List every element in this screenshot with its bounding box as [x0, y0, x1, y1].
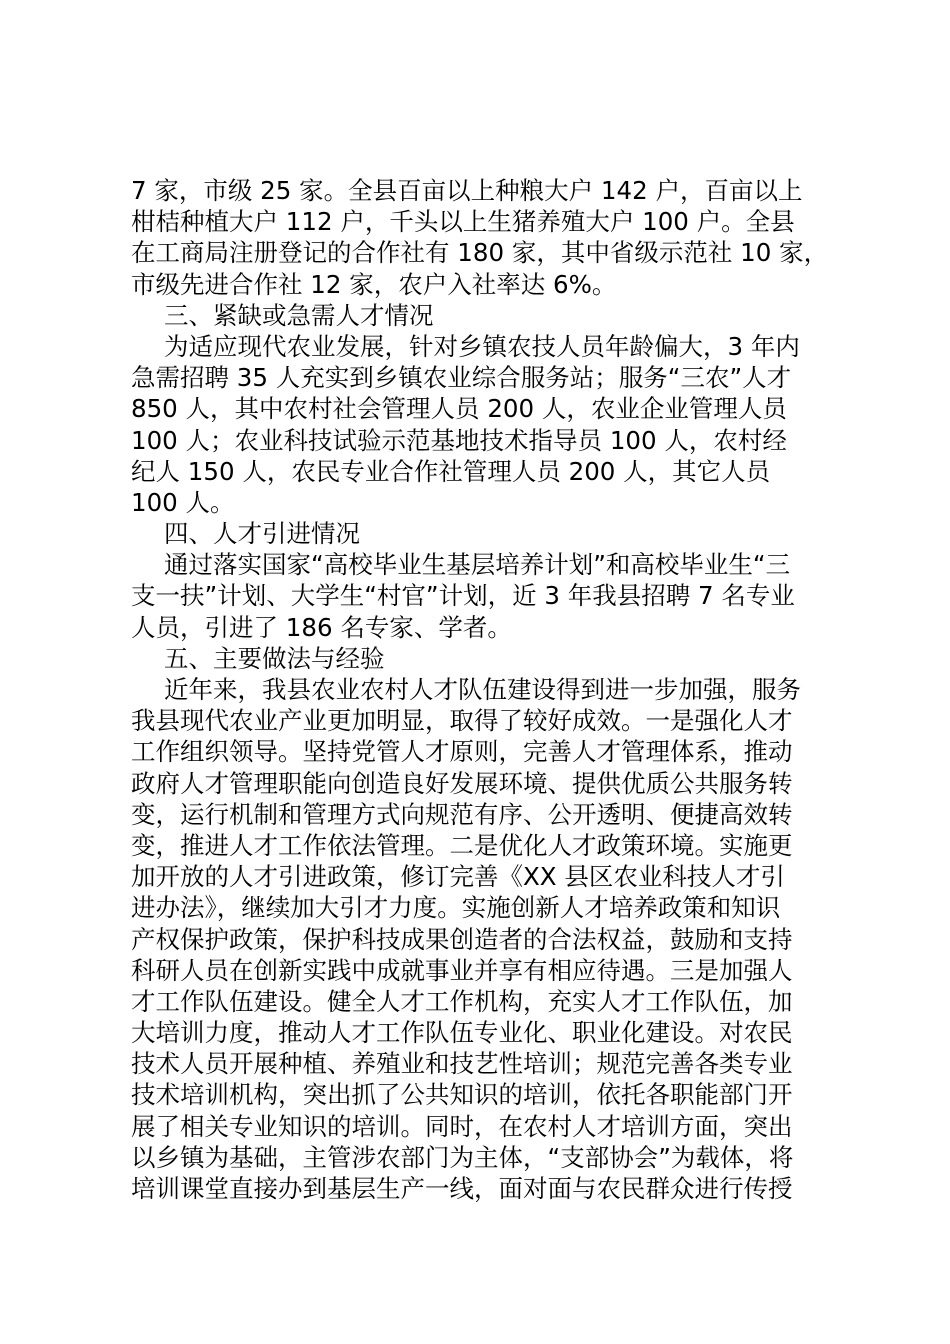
text-line: 技术人员开展种植、养殖业和技艺性培训；规范完善各类专业	[131, 1049, 793, 1079]
text-line: 政府人才管理职能向创造良好发展环境、提供优质公共服务转	[131, 768, 793, 798]
text-line: 人员，引进了 186 名专家、学者。	[131, 612, 512, 642]
text-line: 产权保护政策，保护科技成果创造者的合法权益，鼓励和支持	[131, 924, 793, 954]
document-body	[131, 175, 831, 1204]
text-line: 在工商局注册登记的合作社有 180 家，其中省级示范社 10 家，	[131, 238, 829, 268]
text-line: 展了相关专业知识的培训。同时，在农村人才培训方面，突出	[131, 1111, 793, 1141]
paragraph-first-line: 四、人才引进情况	[164, 519, 360, 549]
text-line: 市级先进合作社 12 家，农户入社率达 6%。	[131, 269, 617, 299]
text-line: 大培训力度，推动人才工作队伍专业化、职业化建设。对农民	[131, 1018, 793, 1048]
text-line: 7 家，市级 25 家。全县百亩以上种粮大户 142 户，百亩以上	[131, 176, 803, 205]
text-line: 100 人；农业科技试验示范基地技术指导员 100 人，农村经	[131, 425, 787, 455]
paragraph-first-line: 为适应现代农业发展，针对乡镇农技人员年龄偏大，3 年内	[164, 331, 800, 361]
paragraph-first-line: 五、主要做法与经验	[164, 643, 385, 673]
text-line: 技术培训机构，突出抓了公共知识的培训，依托各职能部门开	[131, 1080, 793, 1110]
text-line: 急需招聘 35 人充实到乡镇农业综合服务站；服务“三农”人才	[131, 363, 792, 393]
text-line: 以乡镇为基础，主管涉农部门为主体，“支部协会”为载体，将	[131, 1142, 794, 1172]
text-line: 850 人，其中农村社会管理人员 200 人，农业企业管理人员	[131, 394, 787, 424]
text-line: 工作组织领导。坚持党管人才原则，完善人才管理体系，推动	[131, 737, 793, 767]
text-line: 进办法》，继续加大引才力度。实施创新人才培养政策和知识	[131, 893, 781, 923]
text-line: 100 人。	[131, 487, 235, 517]
text-line: 纪人 150 人，农民专业合作社管理人员 200 人，其它人员	[131, 456, 771, 486]
text-line: 才工作队伍建设。健全人才工作机构，充实人才工作队伍，加	[131, 986, 793, 1016]
text-line: 我县现代农业产业更加明显，取得了较好成效。一是强化人才	[131, 706, 793, 736]
text-line: 科研人员在创新实践中成就事业并享有相应待遇。三是加强人	[131, 955, 793, 985]
text-line: 培训课堂直接办到基层生产一线，面对面与农民群众进行传授	[131, 1174, 793, 1203]
text-line: 加开放的人才引进政策，修订完善《XX 县区农业科技人才引	[131, 862, 785, 892]
paragraph-first-line: 通过落实国家“高校毕业生基层培养计划”和高校毕业生“三	[164, 550, 791, 580]
text-line: 变，推进人才工作依法管理。二是优化人才政策环境。实施更	[131, 830, 793, 860]
text-line: 支一扶”计划、大学生“村官”计划，近 3 年我县招聘 7 名专业	[131, 581, 795, 611]
text-line: 柑桔种植大户 112 户，千头以上生猪养殖大户 100 户。全县	[131, 207, 795, 237]
text-line: 变，运行机制和管理方式向规范有序、公开透明、便捷高效转	[131, 799, 793, 829]
paragraph-first-line: 近年来，我县农业农村人才队伍建设得到进一步加强，服务	[164, 675, 801, 704]
paragraph-first-line: 三、紧缺或急需人才情况	[164, 300, 434, 330]
